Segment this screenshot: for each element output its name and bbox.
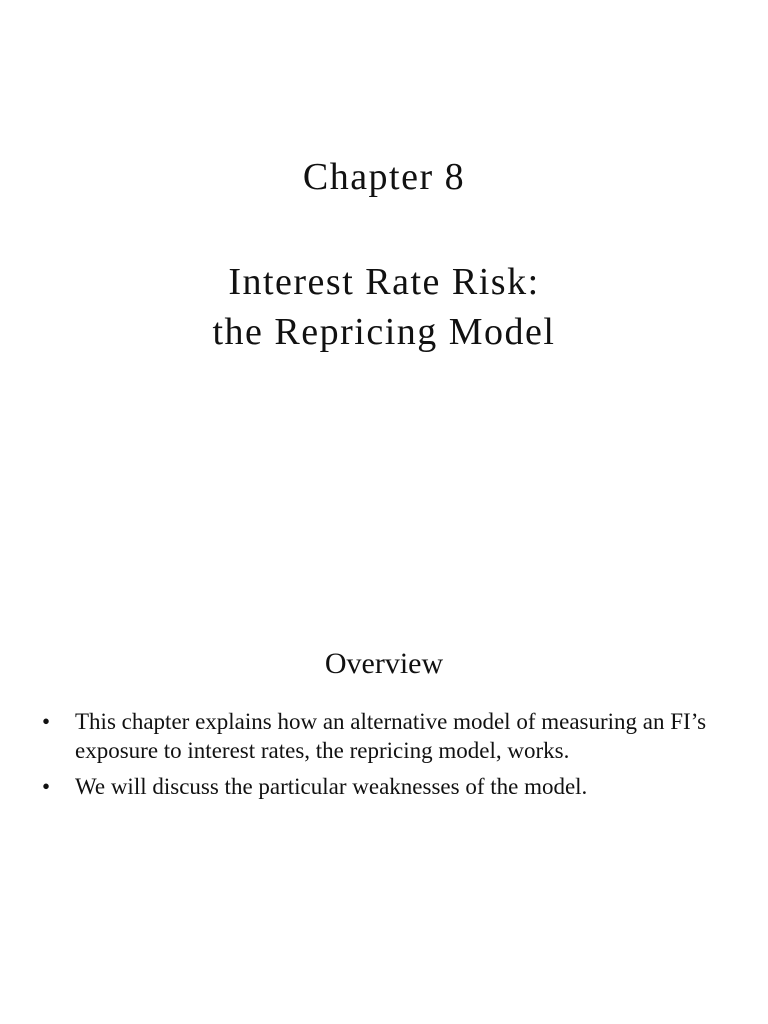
- bullet-marker: •: [42, 709, 51, 734]
- chapter-title-line-2: the Repricing Model: [212, 311, 556, 353]
- overview-heading: Overview: [324, 647, 444, 680]
- chapter-title-line-1: Interest Rate Risk:: [228, 261, 540, 303]
- chapter-title: [0, 257, 768, 357]
- list-item: [42, 707, 722, 765]
- bullet-list: [42, 707, 722, 808]
- bullet-marker: •: [42, 774, 51, 799]
- list-item: [42, 772, 722, 801]
- bullet-text: We will discuss the particular weaknesses of the model.: [75, 774, 588, 799]
- chapter-label: Chapter 8: [302, 156, 466, 198]
- bullet-text: This chapter explains how an alternative model of measuring an FI’s exposure to interest rates, the repricing model, works.: [75, 709, 707, 763]
- overview-slide: [0, 512, 768, 1024]
